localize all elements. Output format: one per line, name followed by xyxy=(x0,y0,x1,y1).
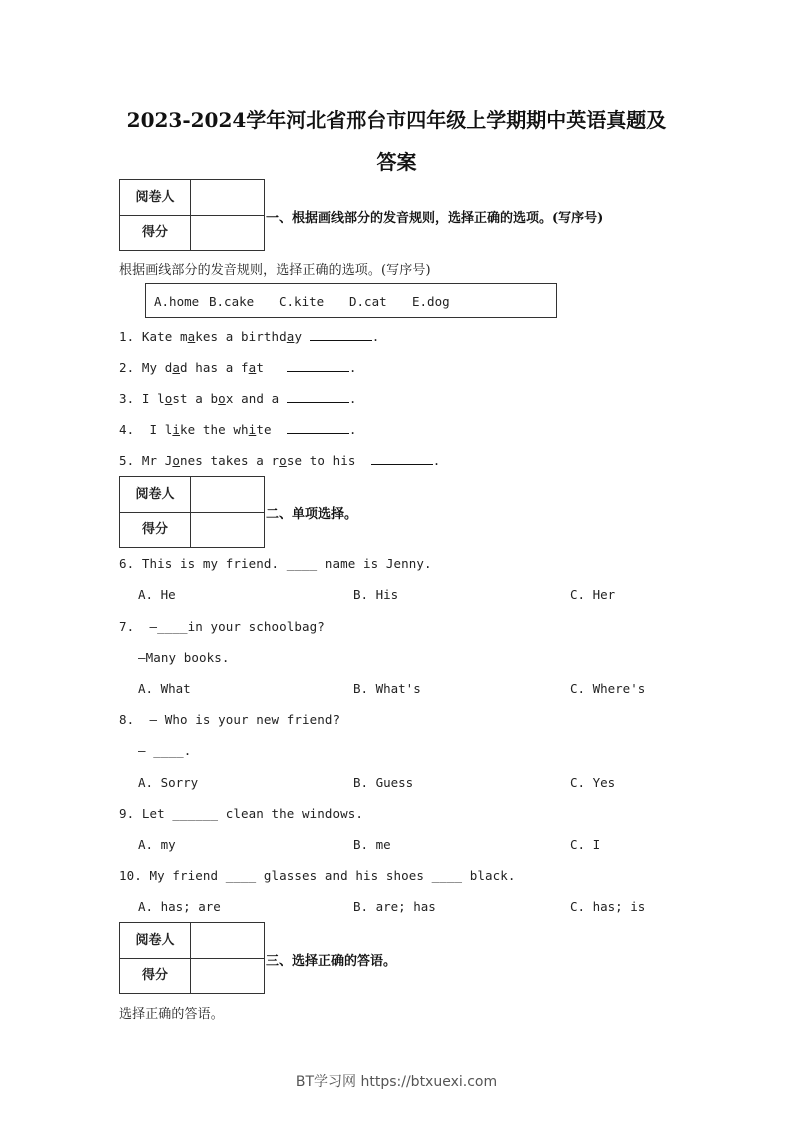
reviewer-label: 阅卷人 xyxy=(120,180,191,215)
question-10: 10. My friend ____ glasses and his shoes ____ black. xyxy=(119,868,516,883)
q10-option-b[interactable]: B. are; has xyxy=(353,899,436,914)
q9-option-c[interactable]: C. I xyxy=(570,837,601,852)
answer-blank[interactable] xyxy=(287,390,349,403)
question-7-reply: —Many books. xyxy=(138,650,230,665)
section1-heading: 一、根据画线部分的发音规则，选择正确的选项。(写序号) xyxy=(266,211,604,226)
option-d: D.cat xyxy=(349,294,387,309)
section3-instruction: 选择正确的答语。 xyxy=(119,1007,224,1022)
document-title-line1: 2023-2024学年河北省邢台市四年级上学期期中英语真题及 xyxy=(126,108,667,132)
section3-heading: 三、选择正确的答语。 xyxy=(266,954,397,969)
q9-option-b[interactable]: B. me xyxy=(353,837,391,852)
answer-blank[interactable] xyxy=(287,421,349,434)
reviewer-label: 阅卷人 xyxy=(120,477,191,512)
question-9: 9. Let ______ clean the windows. xyxy=(119,806,364,821)
q6-option-b[interactable]: B. His xyxy=(353,587,399,602)
q6-option-a[interactable]: A. He xyxy=(138,587,176,602)
question-2: 2. My dad has a fat . xyxy=(119,360,357,375)
score-label: 得分 xyxy=(120,512,191,547)
q10-option-c[interactable]: C. has; is xyxy=(570,899,646,914)
option-b: B.cake xyxy=(209,294,255,309)
word-options-box xyxy=(145,283,557,318)
score-label: 得分 xyxy=(120,958,191,993)
option-c: C.kite xyxy=(279,294,325,309)
q6-option-c[interactable]: C. Her xyxy=(570,587,616,602)
option-a: A.home xyxy=(154,294,200,309)
section1-instruction: 根据画线部分的发音规则，选择正确的选项。(写序号) xyxy=(119,263,431,278)
q10-option-a[interactable]: A. has; are xyxy=(138,899,221,914)
question-4: 4. I like the white . xyxy=(119,422,357,437)
question-8-reply: — ____. xyxy=(138,743,192,758)
question-3: 3. I lost a box and a . xyxy=(119,391,357,406)
section2-heading: 二、单项选择。 xyxy=(266,507,358,522)
q8-option-c[interactable]: C. Yes xyxy=(570,775,616,790)
score-box-3 xyxy=(119,922,265,994)
document-title-line2: 答案 xyxy=(376,150,417,174)
question-6: 6. This is my friend. ____ name is Jenny. xyxy=(119,556,432,571)
q8-option-a[interactable]: A. Sorry xyxy=(138,775,199,790)
q7-option-c[interactable]: C. Where's xyxy=(570,681,646,696)
score-label: 得分 xyxy=(120,215,191,250)
question-8: 8. — Who is your new friend? xyxy=(119,712,341,727)
question-7: 7. —____in your schoolbag? xyxy=(119,619,325,634)
answer-blank[interactable] xyxy=(371,452,433,465)
answer-blank[interactable] xyxy=(310,328,372,341)
question-5: 5. Mr Jones takes a rose to his . xyxy=(119,453,441,468)
option-e: E.dog xyxy=(412,294,450,309)
q7-option-b[interactable]: B. What's xyxy=(353,681,421,696)
question-1: 1. Kate makes a birthday . xyxy=(119,329,380,344)
answer-blank[interactable] xyxy=(287,359,349,372)
reviewer-label: 阅卷人 xyxy=(120,923,191,958)
q9-option-a[interactable]: A. my xyxy=(138,837,176,852)
score-box-1 xyxy=(119,179,265,251)
footer-watermark: BT学习网 https://btxuexi.com xyxy=(295,1074,498,1090)
q7-option-a[interactable]: A. What xyxy=(138,681,191,696)
q8-option-b[interactable]: B. Guess xyxy=(353,775,414,790)
score-box-2 xyxy=(119,476,265,548)
